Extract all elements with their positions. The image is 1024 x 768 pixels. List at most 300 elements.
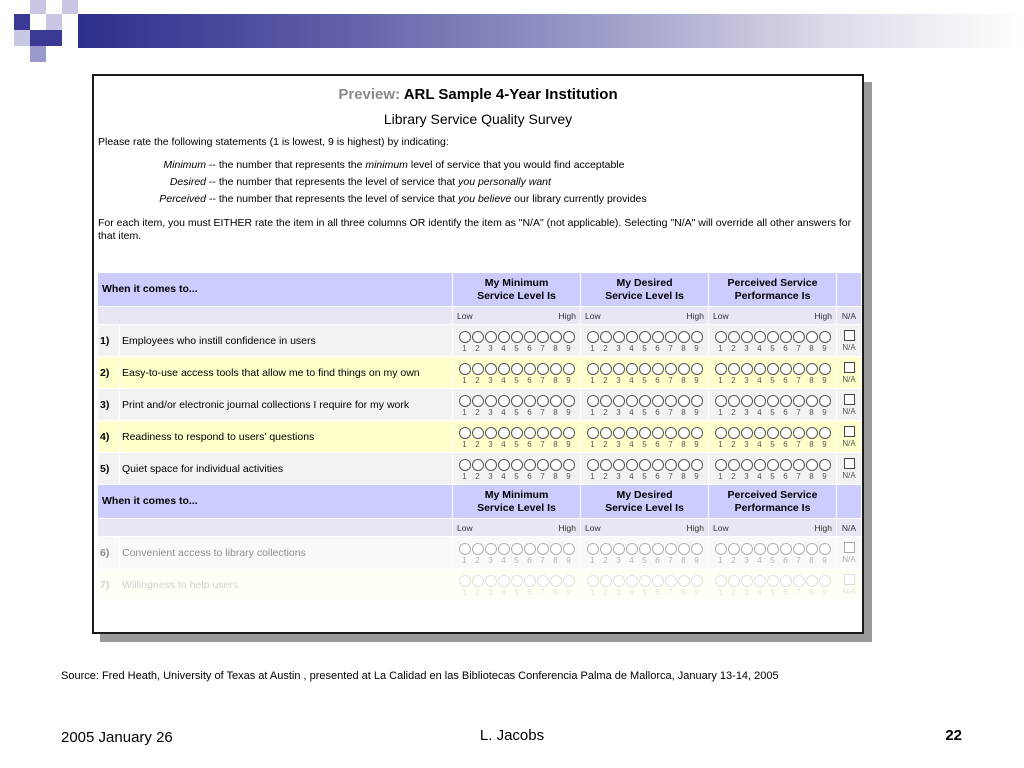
rating-radio[interactable] xyxy=(754,543,766,555)
rating-number: 5 xyxy=(642,587,647,597)
rating-number: 5 xyxy=(770,439,775,449)
rating-radio[interactable] xyxy=(459,575,471,587)
rating-radio[interactable] xyxy=(665,395,677,407)
rating-radio[interactable] xyxy=(511,395,523,407)
rating-number: 3 xyxy=(616,439,621,449)
table-header-row xyxy=(98,485,862,519)
na-checkbox[interactable] xyxy=(844,542,855,553)
rating-radio[interactable] xyxy=(485,331,497,343)
rating-radio[interactable] xyxy=(754,459,766,471)
rating-radio[interactable] xyxy=(767,575,779,587)
rating-radio[interactable] xyxy=(550,331,562,343)
na-column-header xyxy=(837,485,862,519)
rating-radio[interactable] xyxy=(780,331,792,343)
rating-number: 5 xyxy=(770,343,775,353)
rating-number: 9 xyxy=(694,471,699,481)
rating-radio[interactable] xyxy=(806,363,818,375)
rating-number: 1 xyxy=(590,375,595,385)
rating-radio[interactable] xyxy=(600,543,612,555)
rating-radio[interactable] xyxy=(639,395,651,407)
rating-radio[interactable] xyxy=(639,459,651,471)
preview-label: Preview: xyxy=(338,86,401,103)
rating-radio[interactable] xyxy=(498,459,510,471)
rating-radio[interactable] xyxy=(626,331,638,343)
rating-radio[interactable] xyxy=(626,575,638,587)
rating-number: 1 xyxy=(590,343,595,353)
rating-radio[interactable] xyxy=(639,427,651,439)
na-label: N/A xyxy=(842,470,856,480)
rating-number: 4 xyxy=(501,587,506,597)
rating-radio[interactable] xyxy=(639,543,651,555)
rating-number: 5 xyxy=(770,587,775,597)
rating-radio[interactable] xyxy=(511,427,523,439)
rating-radio[interactable] xyxy=(819,363,831,375)
rating-number: 4 xyxy=(501,555,506,565)
perceived-rating-group xyxy=(709,541,836,565)
rating-radio[interactable] xyxy=(498,543,510,555)
rating-number: 3 xyxy=(488,471,493,481)
rating-number: 2 xyxy=(603,471,608,481)
footer-date: 2005 January 26 xyxy=(61,729,173,746)
rating-radio[interactable] xyxy=(819,395,831,407)
rating-number: 1 xyxy=(462,587,467,597)
rating-number: 8 xyxy=(681,407,686,417)
rating-radio[interactable] xyxy=(767,395,779,407)
rating-radio[interactable] xyxy=(754,575,766,587)
rating-radio[interactable] xyxy=(728,331,740,343)
rating-number: 2 xyxy=(603,555,608,565)
rating-radio[interactable] xyxy=(511,363,523,375)
rating-number: 2 xyxy=(603,439,608,449)
rating-radio[interactable] xyxy=(806,543,818,555)
rating-radio[interactable] xyxy=(665,331,677,343)
rating-radio[interactable] xyxy=(780,575,792,587)
rating-radio[interactable] xyxy=(459,459,471,471)
rating-radio[interactable] xyxy=(563,331,575,343)
rating-radio[interactable] xyxy=(485,459,497,471)
rating-radio[interactable] xyxy=(524,543,536,555)
rating-radio[interactable] xyxy=(691,363,703,375)
na-checkbox[interactable] xyxy=(844,394,855,405)
rating-number: 4 xyxy=(501,375,506,385)
rating-radio[interactable] xyxy=(626,363,638,375)
rating-radio[interactable] xyxy=(537,395,549,407)
rating-radio[interactable] xyxy=(587,363,599,375)
rating-number: 5 xyxy=(514,407,519,417)
footer-author: L. Jacobs xyxy=(479,727,545,744)
rating-number: 9 xyxy=(694,375,699,385)
rating-number: 7 xyxy=(668,439,673,449)
rating-radio[interactable] xyxy=(550,427,562,439)
rating-radio[interactable] xyxy=(600,427,612,439)
rating-radio[interactable] xyxy=(665,543,677,555)
rating-radio[interactable] xyxy=(600,363,612,375)
rating-radio[interactable] xyxy=(754,427,766,439)
rating-radio[interactable] xyxy=(715,427,727,439)
rating-radio[interactable] xyxy=(678,395,690,407)
rating-radio[interactable] xyxy=(472,395,484,407)
rating-number: 8 xyxy=(681,375,686,385)
rating-radio[interactable] xyxy=(793,427,805,439)
rating-radio[interactable] xyxy=(511,459,523,471)
rating-number: 2 xyxy=(603,407,608,417)
rating-radio[interactable] xyxy=(678,543,690,555)
rating-radio[interactable] xyxy=(563,427,575,439)
page-number: 22 xyxy=(945,727,962,744)
rating-radio[interactable] xyxy=(780,459,792,471)
rating-number: 2 xyxy=(731,587,736,597)
rating-radio[interactable] xyxy=(741,395,753,407)
rating-radio[interactable] xyxy=(780,543,792,555)
rating-radio[interactable] xyxy=(459,363,471,375)
institution-name: ARL Sample 4-Year Institution xyxy=(403,86,618,103)
rating-radio[interactable] xyxy=(767,427,779,439)
rating-radio[interactable] xyxy=(806,395,818,407)
rating-radio[interactable] xyxy=(472,575,484,587)
rating-number: 6 xyxy=(783,375,788,385)
rating-radio[interactable] xyxy=(767,459,779,471)
rating-radio[interactable] xyxy=(613,331,625,343)
desired-rating-group xyxy=(581,457,708,481)
rating-radio[interactable] xyxy=(819,459,831,471)
rating-radio[interactable] xyxy=(472,331,484,343)
rating-radio[interactable] xyxy=(550,395,562,407)
rating-number: 9 xyxy=(822,375,827,385)
rating-number: 3 xyxy=(616,555,621,565)
rating-radio[interactable] xyxy=(754,363,766,375)
rating-radio[interactable] xyxy=(793,543,805,555)
rating-radio[interactable] xyxy=(678,331,690,343)
scale-low-high: Low High xyxy=(581,519,709,537)
rating-number: 7 xyxy=(668,471,673,481)
rating-radio[interactable] xyxy=(665,575,677,587)
rating-radio[interactable] xyxy=(691,575,703,587)
na-checkbox[interactable] xyxy=(844,426,855,437)
definition-row xyxy=(126,176,551,188)
rating-radio[interactable] xyxy=(793,331,805,343)
rating-radio[interactable] xyxy=(459,395,471,407)
rating-radio[interactable] xyxy=(678,427,690,439)
rating-radio[interactable] xyxy=(550,543,562,555)
rating-radio[interactable] xyxy=(537,575,549,587)
rating-radio[interactable] xyxy=(537,459,549,471)
rating-radio[interactable] xyxy=(793,363,805,375)
na-checkbox[interactable] xyxy=(844,330,855,341)
rating-radio[interactable] xyxy=(780,363,792,375)
rating-radio[interactable] xyxy=(459,331,471,343)
rating-radio[interactable] xyxy=(485,395,497,407)
rating-radio[interactable] xyxy=(600,395,612,407)
rating-number: 5 xyxy=(642,439,647,449)
rating-radio[interactable] xyxy=(472,427,484,439)
survey-preview-frame xyxy=(92,74,864,634)
rating-radio[interactable] xyxy=(563,363,575,375)
rating-radio[interactable] xyxy=(524,459,536,471)
rating-radio[interactable] xyxy=(715,363,727,375)
rating-number: 5 xyxy=(514,375,519,385)
table-row xyxy=(98,537,862,569)
rating-radio[interactable] xyxy=(587,575,599,587)
rating-radio[interactable] xyxy=(524,395,536,407)
rating-radio[interactable] xyxy=(498,363,510,375)
rating-radio[interactable] xyxy=(715,331,727,343)
rating-radio[interactable] xyxy=(806,575,818,587)
rating-number: 2 xyxy=(731,439,736,449)
rating-radio[interactable] xyxy=(537,331,549,343)
scale-low-high: Low High xyxy=(453,519,581,537)
rating-radio[interactable] xyxy=(537,427,549,439)
rating-radio[interactable] xyxy=(472,543,484,555)
table-row xyxy=(98,325,862,357)
rating-radio[interactable] xyxy=(524,363,536,375)
rating-radio[interactable] xyxy=(715,543,727,555)
rating-radio[interactable] xyxy=(819,575,831,587)
rating-number: 6 xyxy=(783,343,788,353)
na-checkbox[interactable] xyxy=(844,362,855,373)
rating-radio[interactable] xyxy=(691,427,703,439)
rating-radio[interactable] xyxy=(767,363,779,375)
rating-radio[interactable] xyxy=(715,575,727,587)
rating-number: 3 xyxy=(744,471,749,481)
rating-radio[interactable] xyxy=(652,395,664,407)
rating-radio[interactable] xyxy=(600,331,612,343)
rating-number: 3 xyxy=(616,587,621,597)
rating-radio[interactable] xyxy=(691,331,703,343)
minimum-rating-group xyxy=(453,425,580,449)
rating-radio[interactable] xyxy=(639,575,651,587)
rating-radio[interactable] xyxy=(613,459,625,471)
rating-radio[interactable] xyxy=(678,575,690,587)
rating-radio[interactable] xyxy=(678,459,690,471)
rating-radio[interactable] xyxy=(806,459,818,471)
rating-radio[interactable] xyxy=(563,575,575,587)
rating-radio[interactable] xyxy=(780,427,792,439)
rating-radio[interactable] xyxy=(626,395,638,407)
rating-radio[interactable] xyxy=(665,459,677,471)
rating-radio[interactable] xyxy=(524,427,536,439)
item-number: 3) xyxy=(98,389,120,421)
rating-radio[interactable] xyxy=(728,459,740,471)
item-number: 4) xyxy=(98,421,120,453)
rating-number: 8 xyxy=(553,375,558,385)
rating-radio[interactable] xyxy=(741,575,753,587)
item-number: 5) xyxy=(98,453,120,485)
rating-number: 7 xyxy=(540,555,545,565)
na-label: N/A xyxy=(842,342,856,352)
rating-radio[interactable] xyxy=(600,459,612,471)
rating-number: 7 xyxy=(540,407,545,417)
rating-number: 2 xyxy=(475,343,480,353)
rating-radio[interactable] xyxy=(550,363,562,375)
rating-radio[interactable] xyxy=(639,331,651,343)
rating-number: 6 xyxy=(527,375,532,385)
rating-radio[interactable] xyxy=(793,395,805,407)
rating-radio[interactable] xyxy=(715,459,727,471)
rating-number: 2 xyxy=(603,587,608,597)
when-it-comes-to-header: When it comes to... xyxy=(98,485,453,519)
rating-radio[interactable] xyxy=(459,427,471,439)
rating-number: 7 xyxy=(668,375,673,385)
rating-radio[interactable] xyxy=(511,575,523,587)
rating-number: 1 xyxy=(590,555,595,565)
rating-radio[interactable] xyxy=(563,395,575,407)
rating-radio[interactable] xyxy=(741,459,753,471)
rating-radio[interactable] xyxy=(537,363,549,375)
rating-radio[interactable] xyxy=(652,427,664,439)
rating-number: 1 xyxy=(718,555,723,565)
rating-number: 2 xyxy=(731,471,736,481)
rating-radio[interactable] xyxy=(652,331,664,343)
rating-radio[interactable] xyxy=(728,543,740,555)
rating-radio[interactable] xyxy=(626,427,638,439)
rating-number: 3 xyxy=(616,471,621,481)
rating-radio[interactable] xyxy=(741,363,753,375)
rating-radio[interactable] xyxy=(806,427,818,439)
rating-radio[interactable] xyxy=(728,363,740,375)
rating-radio[interactable] xyxy=(819,331,831,343)
rating-radio[interactable] xyxy=(485,427,497,439)
rating-number: 7 xyxy=(796,471,801,481)
rating-radio[interactable] xyxy=(780,395,792,407)
rating-number: 7 xyxy=(796,555,801,565)
rating-number: 8 xyxy=(809,471,814,481)
rating-number: 8 xyxy=(809,439,814,449)
rating-number: 5 xyxy=(514,439,519,449)
preview-title xyxy=(94,86,862,103)
rating-radio[interactable] xyxy=(524,575,536,587)
item-statement: Easy-to-use access tools that allow me to find things on my own xyxy=(120,357,453,389)
rating-radio[interactable] xyxy=(715,395,727,407)
rating-radio[interactable] xyxy=(652,543,664,555)
rating-number: 2 xyxy=(475,439,480,449)
rating-number: 8 xyxy=(553,343,558,353)
table-header-row xyxy=(98,273,862,307)
rating-radio[interactable] xyxy=(754,331,766,343)
rating-number: 6 xyxy=(527,587,532,597)
rating-number: 9 xyxy=(822,407,827,417)
perceived-rating-group xyxy=(709,361,836,385)
rating-radio[interactable] xyxy=(587,427,599,439)
rating-radio[interactable] xyxy=(754,395,766,407)
rating-radio[interactable] xyxy=(472,363,484,375)
rating-number: 9 xyxy=(822,555,827,565)
rating-radio[interactable] xyxy=(728,427,740,439)
rating-radio[interactable] xyxy=(793,459,805,471)
rating-number: 3 xyxy=(744,407,749,417)
rating-radio[interactable] xyxy=(498,395,510,407)
rating-radio[interactable] xyxy=(665,427,677,439)
table-row xyxy=(98,357,862,389)
rating-radio[interactable] xyxy=(652,459,664,471)
rating-radio[interactable] xyxy=(485,575,497,587)
rating-number: 7 xyxy=(668,555,673,565)
rating-radio[interactable] xyxy=(819,543,831,555)
rating-radio[interactable] xyxy=(498,331,510,343)
rating-radio[interactable] xyxy=(537,543,549,555)
rating-number: 9 xyxy=(566,471,571,481)
rating-radio[interactable] xyxy=(613,395,625,407)
rating-radio[interactable] xyxy=(600,575,612,587)
source-citation: Source: Fred Heath, University of Texas at Austin , presented at La Calidad en las Bibliotecas Conferencia Palma de Mallorca, January 13-14, 2005 xyxy=(61,670,779,682)
rating-number: 6 xyxy=(783,555,788,565)
rating-radio[interactable] xyxy=(652,363,664,375)
rating-number: 6 xyxy=(527,407,532,417)
rating-radio[interactable] xyxy=(767,331,779,343)
na-checkbox[interactable] xyxy=(844,574,855,585)
rating-radio[interactable] xyxy=(459,543,471,555)
rating-radio[interactable] xyxy=(728,395,740,407)
perceived-column-header: Perceived Service Performance Is xyxy=(709,485,837,519)
rating-radio[interactable] xyxy=(678,363,690,375)
scale-low-high: Low High xyxy=(709,519,837,537)
rating-radio[interactable] xyxy=(626,459,638,471)
rating-radio[interactable] xyxy=(741,427,753,439)
rating-radio[interactable] xyxy=(741,331,753,343)
rating-radio[interactable] xyxy=(485,363,497,375)
rating-radio[interactable] xyxy=(550,459,562,471)
na-label: N/A xyxy=(842,438,856,448)
rating-radio[interactable] xyxy=(741,543,753,555)
rating-number: 3 xyxy=(616,407,621,417)
rating-radio[interactable] xyxy=(613,427,625,439)
rating-radio[interactable] xyxy=(511,543,523,555)
rating-number: 6 xyxy=(527,343,532,353)
rating-radio[interactable] xyxy=(806,331,818,343)
minimum-rating-group xyxy=(453,393,580,417)
rating-number: 9 xyxy=(566,587,571,597)
rating-number: 4 xyxy=(629,587,634,597)
rating-radio[interactable] xyxy=(691,543,703,555)
rating-radio[interactable] xyxy=(793,575,805,587)
rating-radio[interactable] xyxy=(626,543,638,555)
rating-radio[interactable] xyxy=(819,427,831,439)
rating-radio[interactable] xyxy=(587,331,599,343)
rating-radio[interactable] xyxy=(550,575,562,587)
rating-radio[interactable] xyxy=(498,427,510,439)
rating-radio[interactable] xyxy=(485,543,497,555)
rating-radio[interactable] xyxy=(691,395,703,407)
definition-text: the number that represents the level of service that you believe our library currently provides xyxy=(218,193,647,205)
rating-number: 8 xyxy=(681,343,686,353)
definition-row xyxy=(126,159,624,171)
table-row xyxy=(98,453,862,485)
rating-radio[interactable] xyxy=(587,395,599,407)
rating-radio[interactable] xyxy=(652,575,664,587)
rating-radio[interactable] xyxy=(639,363,651,375)
rating-radio[interactable] xyxy=(613,363,625,375)
rating-number: 2 xyxy=(475,375,480,385)
rating-radio[interactable] xyxy=(563,459,575,471)
rating-radio[interactable] xyxy=(587,459,599,471)
rating-radio[interactable] xyxy=(613,575,625,587)
rating-radio[interactable] xyxy=(728,575,740,587)
rating-radio[interactable] xyxy=(691,459,703,471)
rating-radio[interactable] xyxy=(613,543,625,555)
rating-radio[interactable] xyxy=(767,543,779,555)
na-checkbox[interactable] xyxy=(844,458,855,469)
rating-radio[interactable] xyxy=(511,331,523,343)
rating-radio[interactable] xyxy=(498,575,510,587)
rating-number: 3 xyxy=(488,343,493,353)
rating-radio[interactable] xyxy=(563,543,575,555)
rating-radio[interactable] xyxy=(524,331,536,343)
rating-number: 4 xyxy=(757,471,762,481)
rating-number: 4 xyxy=(757,407,762,417)
rating-radio[interactable] xyxy=(472,459,484,471)
rating-radio[interactable] xyxy=(665,363,677,375)
rating-radio[interactable] xyxy=(587,543,599,555)
corner-square-7 xyxy=(46,30,62,46)
